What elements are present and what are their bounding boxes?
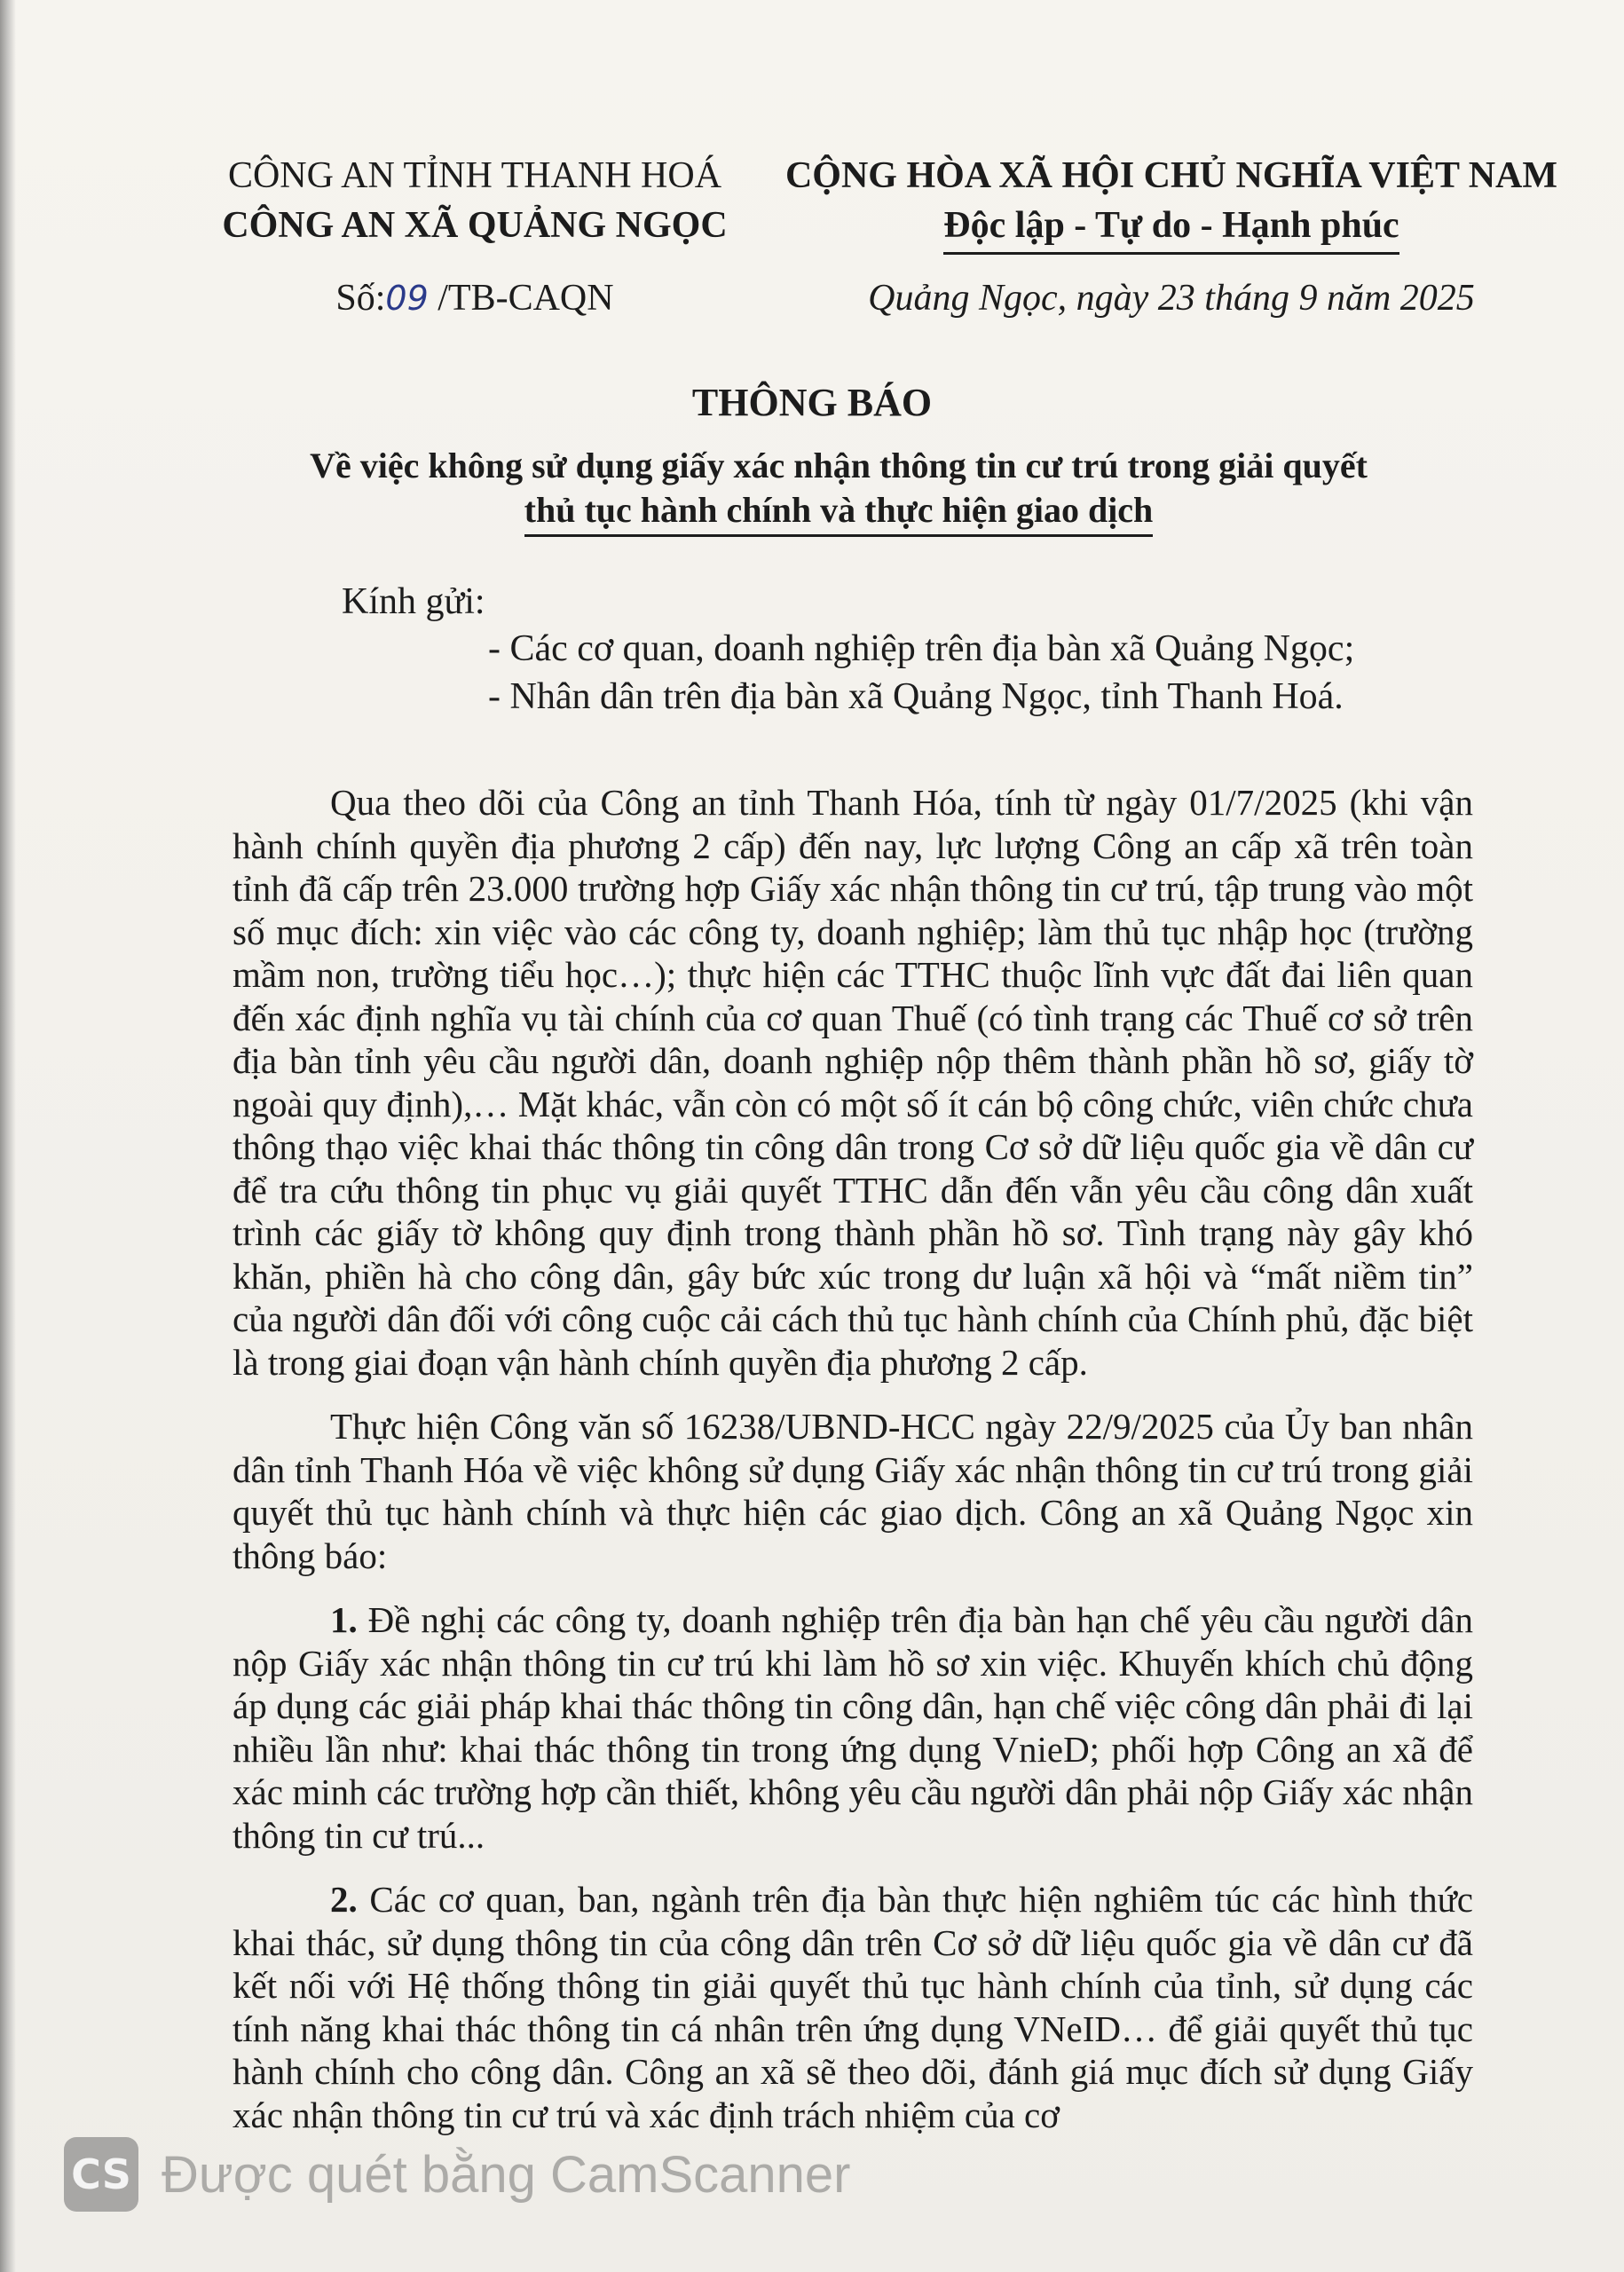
document-number [186, 277, 763, 320]
issuing-agency-header [186, 151, 763, 250]
national-motto-header [781, 151, 1562, 255]
document-body [233, 781, 1473, 2158]
recipient-list [488, 625, 1354, 721]
recipient-item: - Các cơ quan, doanh nghiệp trên địa bàn xã Quảng Ngọc; [488, 628, 1355, 669]
doc-number-suffix: /TB-CAQN [438, 278, 614, 319]
doc-number-prefix: Số: [335, 278, 386, 319]
agency-name: CÔNG AN XÃ QUẢNG NGỌC [222, 205, 728, 246]
recipient-item: - Nhân dân trên địa bàn xã Quảng Ngọc, tỉnh Thanh Hoá. [488, 676, 1344, 717]
numbered-item-1 [233, 1598, 1473, 1857]
numbered-item-2 [233, 1878, 1473, 2136]
doc-number-handwritten: 09 [385, 279, 429, 318]
item-number: 2. [330, 1879, 358, 1920]
camscanner-logo-icon: CS [64, 2137, 138, 2212]
salutation: Kính gửi: [342, 581, 485, 622]
national-motto: Độc lập - Tự do - Hạnh phúc [943, 201, 1399, 255]
place-and-date: Quảng Ngọc, ngày 23 tháng 9 năm 2025 [868, 278, 1475, 319]
watermark-text: Được quét bằng CamScanner [162, 2145, 851, 2204]
document-title: THÔNG BÁO [691, 381, 933, 424]
item-text: Đề nghị các công ty, doanh nghiệp trên địa bàn hạn chế yêu cầu người dân nộp Giấy xác nhận thông tin cư trú khi làm hồ sơ xin việc. Khuyến khích chủ động áp dụng các giải pháp khai thác thông tin công dân, hạn chế việc công dân phải đi lại nhiều lần như: khai thác thông tin trong ứng dụng VnieD; phối hợp Công an xã để xác minh các trường hợp cần thiết, không yêu cầu người dân phải nộp Giấy xác nhận thông tin cư trú... [233, 1599, 1473, 1856]
item-text: Các cơ quan, ban, ngành trên địa bàn thực hiện nghiêm túc các hình thức khai thác, sử dụng thông tin của công dân trên Cơ sở dữ liệu quốc gia về dân cư đã kết nối với Hệ thống thông tin giải quyết thủ tục hành chính của tỉnh, sử dụng các tính năng khai thác thông tin cá nhân trên ứng dụng VNeID… để giải quyết thủ tục hành chính cho công dân. Công an xã sẽ theo dõi, đánh giá mục đích sử dụng Giấy xác nhận thông tin cư trú và xác định trách nhiệm của cơ [233, 1879, 1473, 2135]
country-name: CỘNG HÒA XÃ HỘI CHỦ NGHĨA VIỆT NAM [784, 155, 1558, 196]
item-number: 1. [330, 1599, 358, 1640]
scanner-watermark [64, 2137, 851, 2212]
parent-agency-name: CÔNG AN TỈNH THANH HOÁ [227, 155, 722, 196]
body-paragraph: Thực hiện Công văn số 16238/UBND-HCC ngày 22/9/2025 của Ủy ban nhân dân tỉnh Thanh Hóa về việc không sử dụng Giấy xác nhận thông tin cư trú trong giải quyết thủ tục hành chính và thực hiện các giao dịch. Công an xã Quảng Ngọc xin thông báo: [233, 1406, 1473, 1576]
subject-line-1: Về việc không sử dụng giấy xác nhận thông tin cư trú trong giải quyết [310, 446, 1368, 485]
body-paragraph: Qua theo dõi của Công an tỉnh Thanh Hóa, tính từ ngày 01/7/2025 (khi vận hành chính quyền địa phương 2 cấp) đến nay, lực lượng Công an cấp xã trên toàn tỉnh đã cấp trên 23.000 trường hợp Giấy xác nhận thông tin cư trú, tập trung vào một số mục đích: xin việc vào các công ty, doanh nghiệp; làm thủ tục nhập học (trường mầm non, trường tiểu học…); thực hiện các TTHC thuộc lĩnh vực đất đai liên quan đến xác định nghĩa vụ tài chính của cơ quan Thuế (có tình trạng các Thuế cơ sở trên địa bàn tỉnh yêu cầu người dân, doanh nghiệp nộp thêm thành phần hồ sơ, giấy tờ ngoài quy định),… Mặt khác, vẫn còn có một số ít cán bộ công chức, viên chức chưa thông thạo việc khai thác thông tin công dân trong Cơ sở dữ liệu quốc gia về dân cư để tra cứu thông tin phục vụ giải quyết TTHC dẫn đến vẫn yêu cầu công dân xuất trình các giấy tờ không quy định trong thành phần hồ sơ. Tình trạng này gây khó khăn, phiền hà cho công dân, gây bức xúc trong dư luận xã hội và “mất niềm tin” của người dân đối với công cuộc cải cách thủ tục hành chính của Chính phủ, đặc biệt là trong giai đoạn vận hành chính quyền địa phương 2 cấp. [233, 782, 1473, 1383]
subject-line-2: thủ tục hành chính và thực hiện giao dịch [524, 488, 1154, 537]
document-subject [204, 444, 1473, 537]
